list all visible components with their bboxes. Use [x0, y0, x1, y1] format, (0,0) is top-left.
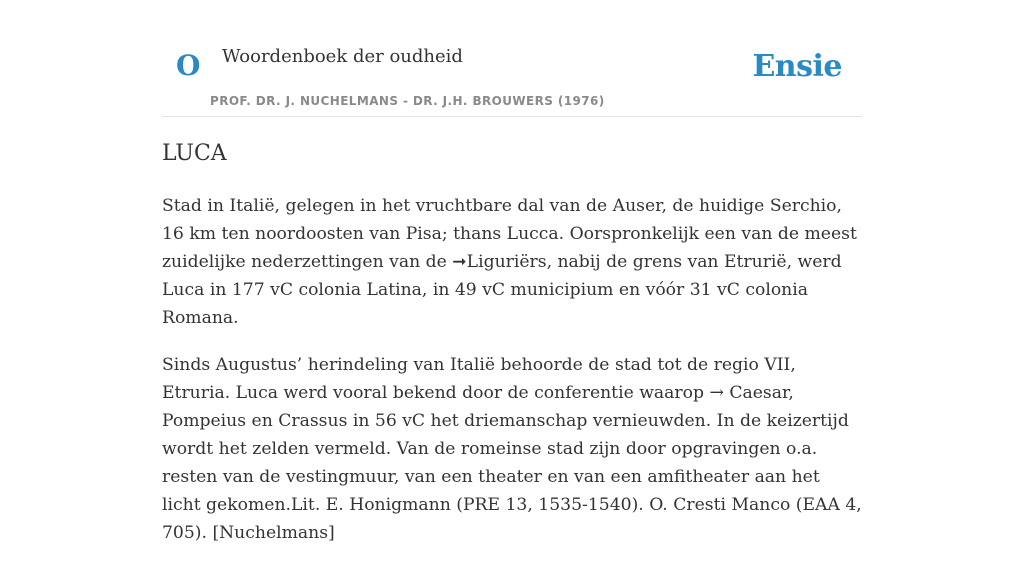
arrow-right-icon: → [709, 383, 724, 403]
reference-link-ligurians[interactable] [452, 252, 546, 272]
entry-paragraph-1 [162, 192, 862, 332]
book-title-link[interactable]: Woordenboek der oudheid [222, 46, 463, 67]
reference-link-caesar[interactable] [709, 383, 788, 403]
ensie-logo-link[interactable]: Ensie [752, 49, 842, 84]
arrow-right-icon: ➞ [452, 252, 467, 272]
entry-body [162, 192, 862, 566]
reference-link-label: Liguriërs [466, 252, 547, 272]
entry-title: LUCA [162, 141, 227, 166]
paragraph-1-text-before: Stad in Italië, gelegen in het vruchtbare dal van de Auser, de huidige Serchio, 16 km ten noordoosten van Pisa; thans Lucca. Oorspronkelijk een van de meest zuidelijke nederzettingen van de [162, 196, 857, 272]
reference-link-label: Caesar [729, 383, 789, 403]
book-authors: PROF. DR. J. NUCHELMANS - DR. J.H. BROUWERS (1976) [210, 94, 605, 108]
book-header [162, 36, 862, 117]
paragraph-2-text-after: , Pompeius en Crassus in 56 vC het driemanschap vernieuwden. In de keizertijd wordt het zelden vermeld. Van de romeinse stad zijn door opgravingen o.a. resten van de vestingmuur, van een theater en van een amfitheater aan het licht gekomen.Lit. E. Honigmann (PRE 13, 1535-1540). O. Cresti Manco (EAA 4, 705). [Nuchelmans] [162, 383, 862, 543]
letter-badge: O [176, 49, 201, 82]
entry-paragraph-2 [162, 351, 862, 547]
paragraph-1-text-after: , nabij de grens van Etrurië, werd Luca in 177 vC colonia Latina, in 49 vC municipium en vóór 31 vC colonia Romana. [162, 252, 842, 328]
paragraph-2-text-before: Sinds Augustus’ herindeling van Italië behoorde de stad tot de regio VII, Etruria. Luca werd vooral bekend door de conferentie waarop [162, 355, 796, 403]
